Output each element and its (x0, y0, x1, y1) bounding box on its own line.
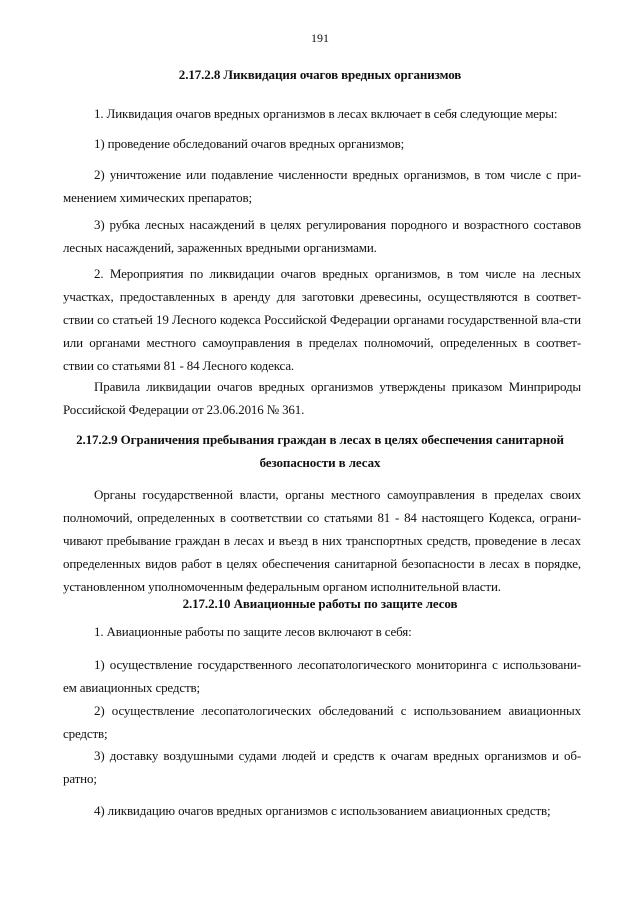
paragraph: 2. Мероприятия по ликвидации очагов вредных организмов, в том числе на лесных участках, предоставленных в аренду для заготовки древесины, осуществляются в соответ-ствии со статьей 19 Лесного кодекса Российской Федерации органами государственной вла-сти или органами местного самоуправления в пределах полномочий, определенных в соответ-ствии со статьями 81 - 84 Лесного кодекса. (63, 266, 581, 373)
paragraph: Правила ликвидации очагов вредных организмов утверждены приказом Минприроды Российской Федерации от 23.06.2016 № 361. (63, 379, 581, 417)
section-heading-2-17-2-8: 2.17.2.8 Ликвидация очагов вредных организмов (178, 67, 462, 82)
paragraph: 1) проведение обследований очагов вредных организмов; (94, 136, 405, 151)
paragraph: 3) рубка лесных насаждений в целях регулирования породного и возрастного составов лесных насаждений, зараженных вредными организмами. (63, 217, 581, 255)
paragraph: 1) осуществление государственного лесопатологического мониторинга с использовани-ем авиационных средств; (63, 657, 581, 695)
page-number: 191 (311, 31, 329, 45)
paragraph: 4) ликвидацию очагов вредных организмов с использованием авиационных средств; (94, 803, 551, 818)
paragraph: 2) уничтожение или подавление численности вредных организмов, в том числе с при-менением химических препаратов; (63, 167, 581, 205)
paragraph: 1. Авиационные работы по защите лесов включают в себя: (94, 624, 412, 639)
paragraph: Органы государственной власти, органы местного самоуправления в пределах своих полномочий, определенных в соответствии со статьями 81 - 84 настоящего Кодекса, ограни-чивают пребывание граждан в лесах и въезд в них транспортных средств, проведение в лесах определенных видов работ в целях обеспечения санитарной безопасности в лесах в порядке, установленном уполномоченным федеральным органом исполнительной власти. (63, 487, 581, 594)
section-heading-2-17-2-9-line2: безопасности в лесах (259, 455, 381, 470)
paragraph: 3) доставку воздушными судами людей и средств к очагам вредных организмов и об-ратно; (63, 748, 581, 786)
section-heading-2-17-2-9-line1: 2.17.2.9 Ограничения пребывания граждан в лесах в целях обеспечения санитарной (76, 432, 564, 447)
paragraph: 1. Ликвидация очагов вредных организмов в лесах включает в себя следующие меры: (94, 106, 558, 121)
paragraph: 2) осуществление лесопатологических обследований с использованием авиационных средств; (63, 703, 581, 741)
section-heading-2-17-2-10: 2.17.2.10 Авиационные работы по защите лесов (182, 596, 458, 611)
